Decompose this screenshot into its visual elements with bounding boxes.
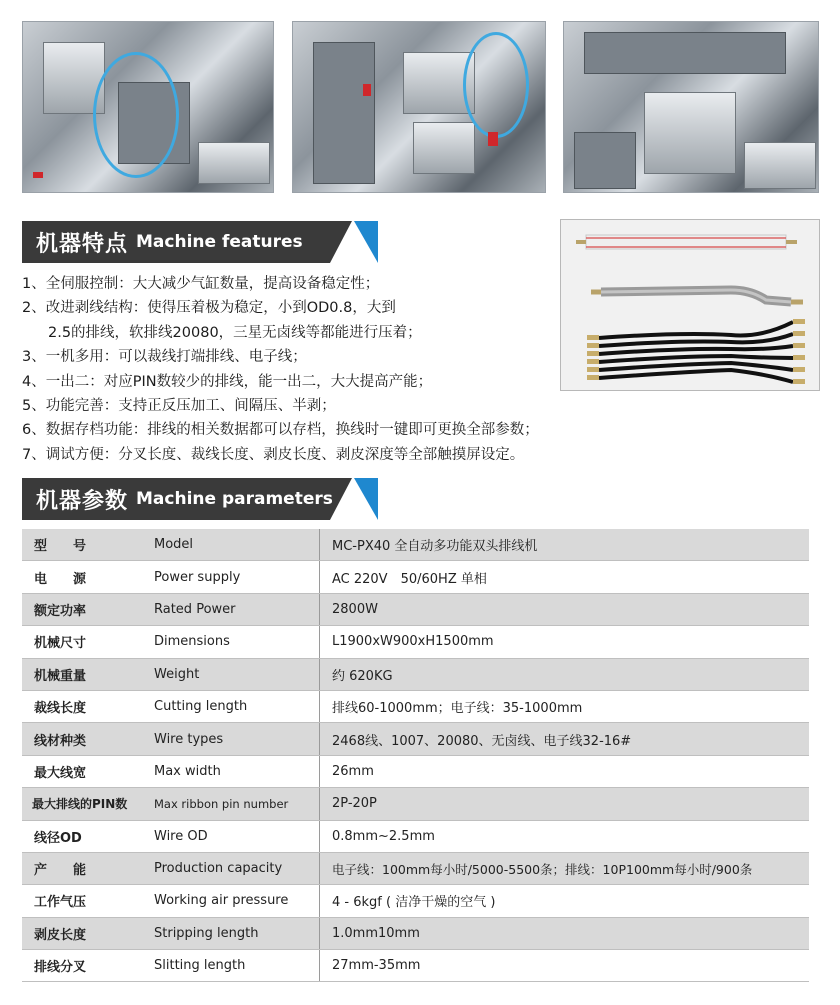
param-cn: 最大线宽 (22, 755, 152, 787)
features-title-cn: 机器特点 (36, 231, 129, 257)
param-value: 电子线：100mm每小时/5000-5500条；排线：10P100mm每小时/900条 (320, 852, 810, 884)
machine-photo-1 (22, 21, 274, 193)
param-value: 2800W (320, 593, 810, 625)
param-value: 0.8mm~2.5mm (320, 820, 810, 852)
param-cn: 机械尺寸 (22, 626, 152, 658)
param-value: 26mm (320, 755, 810, 787)
param-cn: 裁线长度 (22, 690, 152, 722)
features-list (22, 272, 622, 467)
param-value: MC-PX40 全自动多功能双头排线机 (320, 529, 810, 561)
param-value: 2468线、1007、20080、无卤线、电子线32-16# (320, 723, 810, 755)
param-en: Max ribbon pin number (152, 788, 320, 820)
table-row (22, 885, 809, 917)
params-title-en: Machine parameters (136, 489, 333, 509)
features-section-header (22, 221, 303, 263)
param-en: Working air pressure (152, 885, 320, 917)
param-cn: 排线分叉 (22, 950, 152, 982)
param-en: Stripping length (152, 917, 320, 949)
param-value: 1.0mm10mm (320, 917, 810, 949)
feature-item: 6、数据存档功能：排线的相关数据都可以存档，换线时一键即可更换全部参数； (22, 422, 539, 439)
table-row (22, 788, 809, 820)
table-row (22, 658, 809, 690)
table-row (22, 820, 809, 852)
param-value: AC 220V 50/60HZ 单相 (320, 561, 810, 593)
params-title-cn: 机器参数 (36, 488, 129, 514)
feature-item: 2.5的排线，软排线20080，三星无卤线等都能进行压着； (48, 324, 422, 341)
ribbon-cable-red (576, 235, 797, 249)
param-cn: 工作气压 (22, 885, 152, 917)
feature-item: 4、一出二：对应PIN数较少的排线，能一出二，大大提高产能； (22, 373, 433, 390)
params-table (22, 529, 809, 982)
param-en: Model (152, 529, 320, 561)
param-en: Rated Power (152, 593, 320, 625)
param-cn: 电 源 (22, 561, 152, 593)
param-cn: 剥皮长度 (22, 917, 152, 949)
table-row (22, 561, 809, 593)
param-value: 2P-20P (320, 788, 810, 820)
params-section-header (22, 478, 333, 520)
machine-photo-3 (563, 21, 819, 193)
table-row (22, 852, 809, 884)
param-value: 27mm-35mm (320, 950, 810, 982)
features-title-en: Machine features (136, 232, 303, 252)
table-row (22, 723, 809, 755)
feature-item: 1、全伺服控制：大大减少气缸数量，提高设备稳定性； (22, 276, 380, 292)
sample-cables-image (560, 219, 820, 391)
param-cn: 额定功率 (22, 593, 152, 625)
param-cn: 产 能 (22, 852, 152, 884)
param-value: 约 620KG (320, 658, 810, 690)
param-en: Slitting length (152, 950, 320, 982)
table-row (22, 917, 809, 949)
table-row (22, 950, 809, 982)
param-en: Power supply (152, 561, 320, 593)
param-en: Max width (152, 755, 320, 787)
param-en: Production capacity (152, 852, 320, 884)
table-row (22, 529, 809, 561)
param-en: Wire OD (152, 820, 320, 852)
param-en: Wire types (152, 723, 320, 755)
param-cn: 机械重量 (22, 658, 152, 690)
param-en: Weight (152, 658, 320, 690)
param-value: L1900xW900xH1500mm (320, 626, 810, 658)
param-cn: 最大排线的PIN数 (22, 788, 152, 820)
black-wire-harness (599, 322, 793, 382)
param-en: Cutting length (152, 690, 320, 722)
cable-illustration (561, 220, 819, 390)
machine-photo-2 (292, 21, 546, 193)
table-row (22, 593, 809, 625)
param-cn: 型 号 (22, 529, 152, 561)
param-cn: 线材种类 (22, 723, 152, 755)
param-value: 4 - 6kgf ( 洁净干燥的空气 ) (320, 885, 810, 917)
feature-item: 5、功能完善：支持正反压加工、间隔压、半剥； (22, 398, 336, 415)
param-value: 排线60-1000mm；电子线：35-1000mm (320, 690, 810, 722)
param-en: Dimensions (152, 626, 320, 658)
feature-item: 3、一机多用：可以裁线打端排线、电子线； (22, 349, 307, 366)
table-row (22, 690, 809, 722)
ribbon-cable-grey (591, 290, 803, 302)
param-cn: 线径OD (22, 820, 152, 852)
table-row (22, 755, 809, 787)
feature-item: 2、改进剥线结构：使得压着极为稳定，小到OD0.8，大到 (22, 300, 396, 317)
feature-item: 7、调试方便：分叉长度、裁线长度、剥皮长度、剥皮深度等全部触摸屏设定。 (22, 446, 525, 463)
table-row (22, 626, 809, 658)
